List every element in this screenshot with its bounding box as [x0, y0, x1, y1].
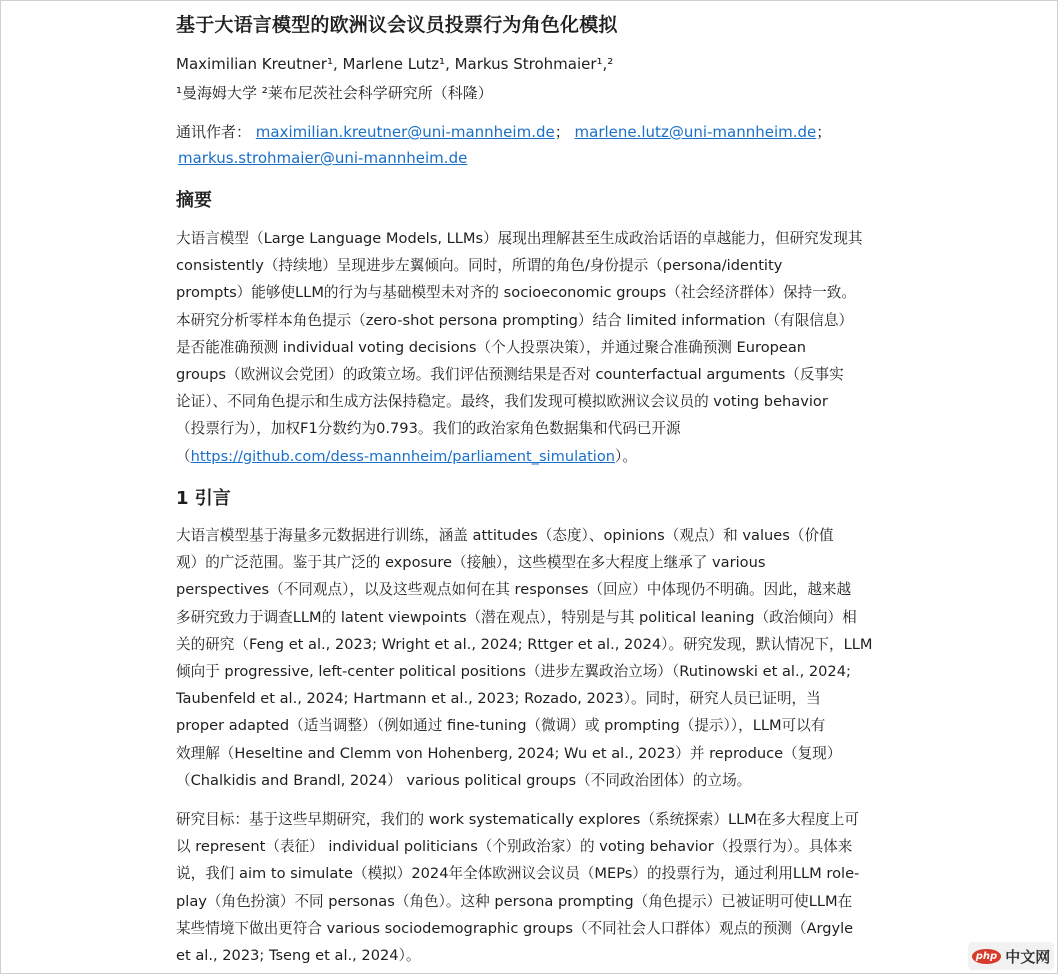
text-line: 倾向于 progressive, left-center political positions（进步左翼政治立场）（Rutinowski et al., 2024;: [176, 663, 851, 681]
text-line: 效理解（Heseltine and Clemm von Hohenberg, 2024; Wu et al., 2023）并 reproduce（复现）: [176, 744, 842, 762]
repo-line: （https://github.com/dess-mannheim/parliament_simulation）。: [176, 447, 637, 465]
affiliations: ¹曼海姆大学 ²莱布尼茨社会科学研究所（科隆）: [176, 84, 493, 102]
repo-link[interactable]: https://github.com/dess-mannheim/parliament_simulation: [190, 447, 616, 465]
text-line: groups（欧洲议会党团）的政策立场。我们评估预测结果是否对 counterfactual arguments（反事实: [176, 366, 844, 384]
php-logo-icon: php: [972, 949, 1001, 964]
correspondence-label: 通讯作者：: [176, 123, 252, 141]
text-line: 关的研究（Feng et al., 2023; Wright et al., 2024; Rttger et al., 2024）。研究发现，默认情况下，LLM: [176, 635, 873, 653]
text-line: 是否能准确预测 individual voting decisions（个人投票决策），并通过聚合准确预测 European: [176, 338, 807, 356]
intro-heading: 1 引言: [176, 488, 231, 509]
text-line: play（角色扮演）不同 personas（角色）。这种 persona prompting（角色提示）已被证明可使LLM在: [176, 892, 853, 910]
intro-paragraph-2: [176, 806, 859, 969]
text-line: 某些情境下做出更符合 various sociodemographic groups（不同社会人口群体）观点的预测（Argyle: [176, 919, 854, 937]
text-line: 观）的广泛范围。鉴于其广泛的 exposure（接触），这些模型在多大程度上继承了 various: [176, 554, 766, 572]
email-separator: ；: [554, 123, 570, 141]
text-line: Taubenfeld et al., 2024; Hartmann et al., 2023; Rozado, 2023）。同时，研究人员已证明，当: [176, 690, 821, 708]
watermark-text: 中文网: [1005, 947, 1051, 966]
correspondence-line-2: [178, 149, 467, 167]
text-line: 以 represent（表征） individual politicians（个别政治家）的 voting behavior（投票行为）。具体来: [176, 838, 853, 856]
text-line: proper adapted（适当调整）（例如通过 fine-tuning（微调）或 prompting（提示）），LLM可以有: [176, 717, 826, 735]
email-link-strohmaier[interactable]: markus.strohmaier@uni-mannheim.de: [178, 149, 468, 167]
text-line: prompts）能够使LLM的行为与基础模型未对齐的 socioeconomic groups（社会经济群体）保持一致。: [176, 284, 856, 302]
text-line: perspectives（不同观点），以及这些观点如何在其 responses（回应）中体现仍不明确。因此，越来越: [176, 581, 852, 599]
text-line: consistently（持续地）呈现进步左翼倾向。同时，所谓的角色/身份提示（persona/identity: [176, 257, 783, 275]
text-line: 多研究致力于调查LLM的 latent viewpoints（潜在观点），特别是与其 political leaning（政治倾向）相: [176, 608, 857, 626]
abstract-paragraph: [176, 225, 863, 470]
text-line: 大语言模型（Large Language Models, LLMs）展现出理解甚至生成政治话语的卓越能力，但研究发现其: [176, 230, 863, 247]
correspondence-line: [176, 121, 831, 142]
text-line: 大语言模型基于海量多元数据进行训练，涵盖 attitudes（态度）、opinions（观点）和 values（价值: [176, 527, 834, 544]
text-line: 说，我们 aim to simulate（模拟）2024年全体欧洲议会议员（MEPs）的投票行为，通过利用LLM role-: [176, 865, 860, 883]
text-line: et al., 2023; Tseng et al., 2024）。: [176, 947, 421, 965]
email-link-kreutner[interactable]: maximilian.kreutner@uni-mannheim.de: [255, 123, 555, 141]
abstract-heading: 摘要: [176, 190, 212, 211]
text-line: 本研究分析零样本角色提示（zero-shot persona prompting）结合 limited information（有限信息）: [176, 311, 854, 329]
site-watermark: [968, 942, 1054, 970]
paper-title: 基于大语言模型的欧洲议会议员投票行为角色化模拟: [176, 14, 618, 36]
email-link-lutz[interactable]: marlene.lutz@uni-mannheim.de: [574, 123, 817, 141]
text-line: 论证）、不同角色提示和生成方法保持稳定。最终，我们发现可模拟欧洲议会议员的 voting behavior: [176, 393, 828, 411]
text-line: （投票行为），加权F1分数约为0.793。我们的政治家角色数据集和代码已开源: [176, 420, 681, 438]
author-list: Maximilian Kreutner¹, Marlene Lutz¹, Markus Strohmaier¹,²: [176, 55, 614, 73]
text-line: 研究目标：基于这些早期研究，我们的 work systematically explores（系统探索）LLM在多大程度上可: [176, 811, 859, 828]
email-separator: ；: [816, 123, 832, 141]
intro-paragraph-1: [176, 522, 872, 794]
text-line: （Chalkidis and Brandl, 2024） various political groups（不同政治团体）的立场。: [176, 771, 752, 789]
